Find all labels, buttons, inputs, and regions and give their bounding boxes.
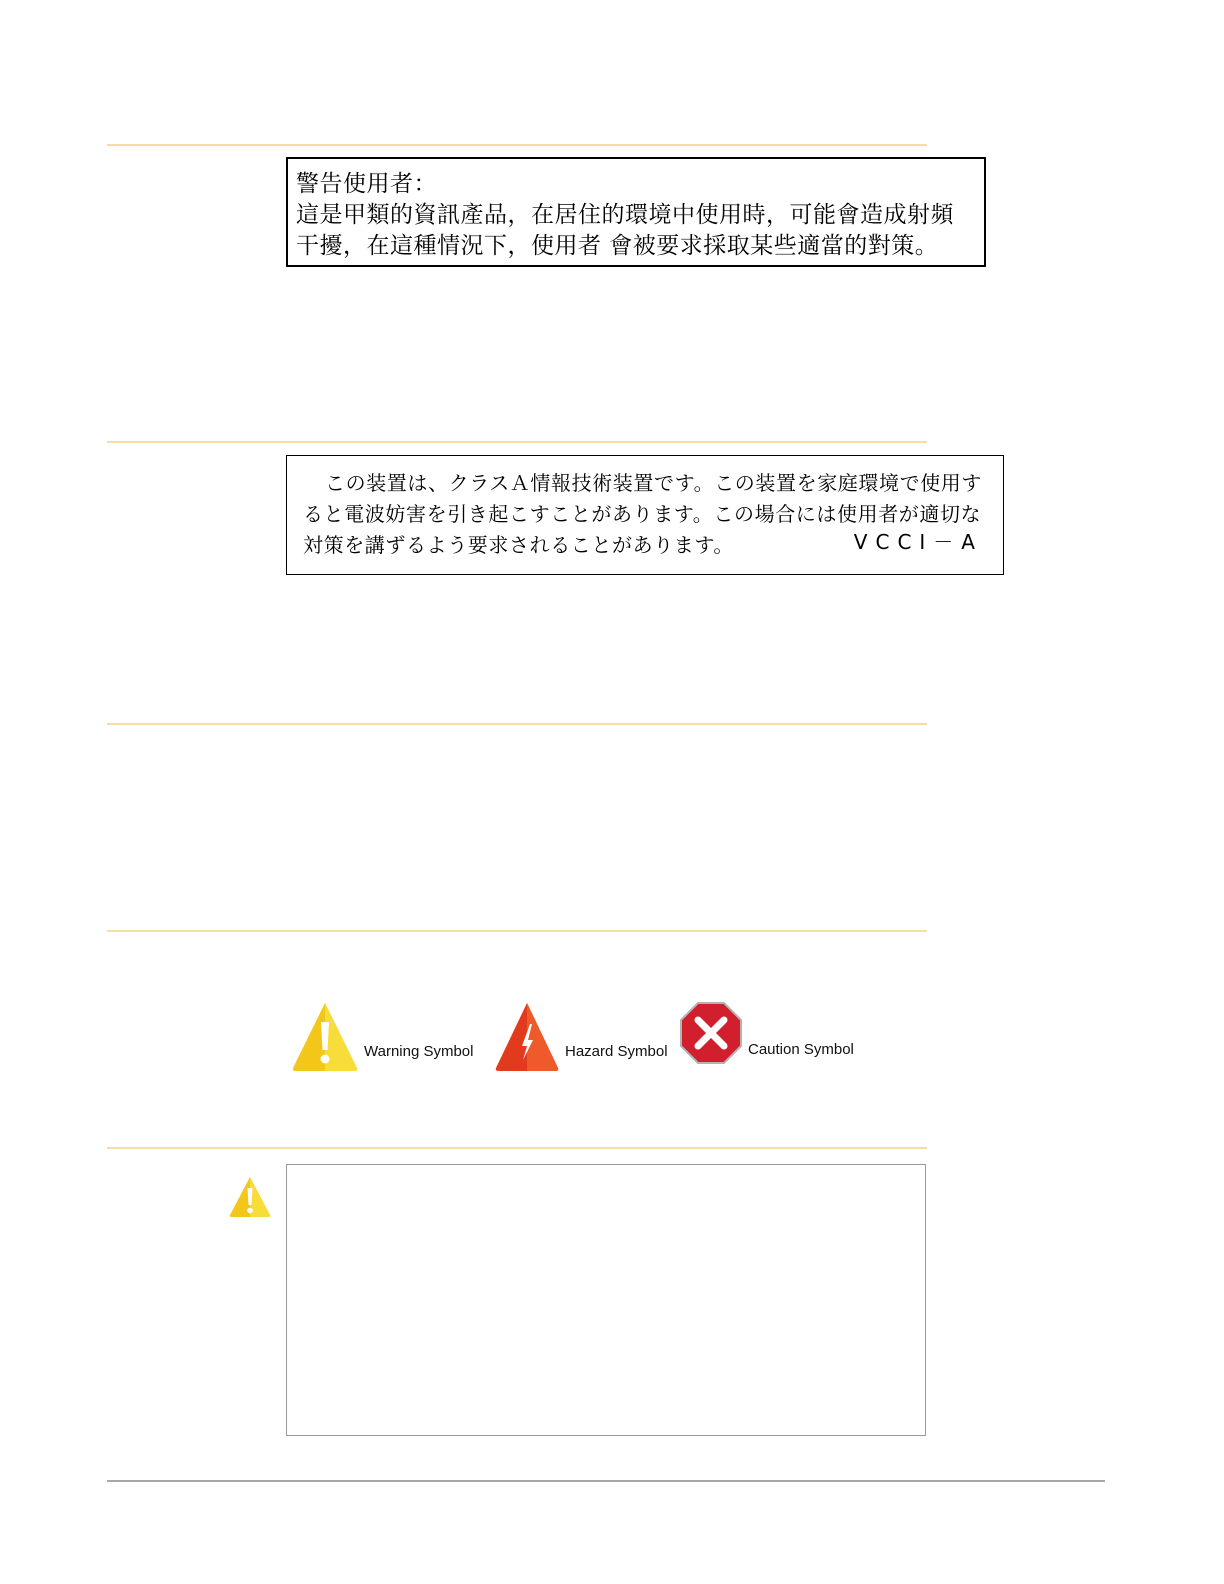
section-divider [107, 1147, 927, 1149]
notice-line: 対策を講ずるよう要求されることがあります。 [303, 533, 734, 557]
caution-symbol-item [678, 1000, 854, 1068]
section-divider [107, 930, 927, 932]
section-divider [107, 441, 927, 443]
japan-vcci-notice [286, 455, 1004, 575]
warning-triangle-icon [290, 1000, 360, 1073]
hazard-triangle-icon [493, 1000, 561, 1073]
notice-line: 干擾，在這種情況下，使用者 會被要求採取某些適當的對策。 [296, 233, 939, 259]
hazard-symbol-label: Hazard Symbol [565, 1043, 668, 1060]
section-divider [107, 723, 927, 725]
warning-symbol-label: Warning Symbol [364, 1043, 474, 1060]
warning-symbol-item [290, 1000, 473, 1073]
notice-heading: 警告使用者： [296, 171, 437, 197]
notice-line: この装置は、クラスＡ情報技術装置です。この装置を家庭環境で使用す [325, 471, 982, 495]
section-divider [107, 144, 927, 146]
warning-triangle-icon [228, 1175, 272, 1223]
caution-octagon-icon [678, 1000, 744, 1068]
hazard-symbol-item [493, 1000, 668, 1073]
vcci-class-label: VCCI－A [853, 530, 983, 554]
caution-symbol-label: Caution Symbol [748, 1040, 854, 1058]
warning-note-box [286, 1164, 926, 1436]
notice-line: 這是甲類的資訊產品，在居住的環境中使用時，可能會造成射頻 [296, 202, 954, 228]
taiwan-warning-notice [286, 157, 986, 267]
notice-line: ると電波妨害を引き起こすことがあります。この場合には使用者が適切な [303, 502, 982, 526]
footer-divider [107, 1480, 1105, 1482]
